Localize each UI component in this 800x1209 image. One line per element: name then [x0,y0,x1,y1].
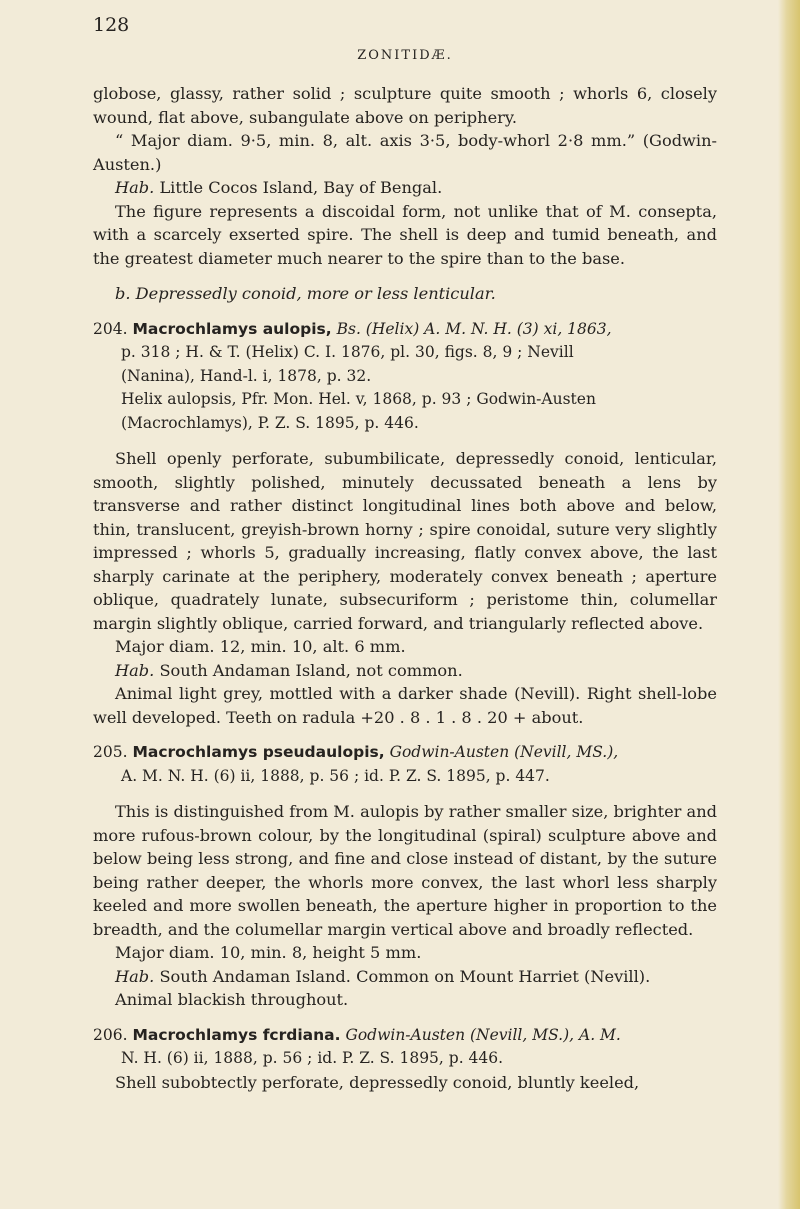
intro-paragraph-3: The figure represents a discoidal form, not unlike that of M. consepta, with a scarcely exserted spire. The shell is deep and tumid beneath, and the greatest diameter much nearer to the spire than to the base. [93,201,717,268]
species-authority: Godwin-Austen (Nevill, MS.), A. M. [345,1025,621,1044]
running-title: ZONITIDÆ. [357,48,453,63]
section-heading: b. Depressedly conoid, more or less lenticular. [115,284,496,303]
species-authority: Bs. (Helix) A. M. N. H. (3) xi, 1863, [336,319,612,338]
species-description: Shell subobtectly perforate, depressedly conoid, bluntly keeled, [115,1072,640,1092]
species-measurements: Major diam. 12, min. 10, alt. 6 mm. [115,637,406,656]
species-number: 204. [93,319,128,338]
habitat-text: South Andaman Island. Common on Mount Harriet (Nevill). [159,966,651,986]
species-number: 206. [93,1025,128,1044]
synonymy-line: A. M. N. H. (6) ii, 1888, p. 56 ; id. P. Z. S. 1895, p. 447. [121,766,550,785]
page-body [93,82,717,1094]
species-heading [93,318,717,342]
synonymy-line: (Nanina), Hand-l. i, 1878, p. 32. [121,366,372,385]
species-number: 205. [93,743,128,761]
synonymy-line: Helix aulopsis, Pfr. Mon. Hel. v, 1868, p. 93 ; Godwin-Austen [121,390,596,408]
species-heading [93,741,717,765]
habitat-text: Little Cocos Island, Bay of Bengal. [159,178,443,197]
page-edge [778,0,800,1209]
species-name: Macrochlamys aulopis, [132,319,332,338]
intro-paragraph-2: “ Major diam. 9·5, min. 8, alt. axis 3·5, body-whorl 2·8 mm.” (Godwin-Austen.) [93,131,717,174]
species-measurements: Major diam. 10, min. 8, height 5 mm. [115,943,422,962]
species-description: This is distinguished from M. aulopis by rather smaller size, brighter and more rufous-brown colour, by the longitudinal (spiral) sculpture above and below being less strong, and fine and close instead of distant, by the suture being rather deeper, the whorls more convex, the last whorl less sharply keeled and more swollen beneath, the aperture higher in proportion to the breadth, and the columellar margin vertical above and broadly reflected. [93,802,717,939]
species-notes: Animal blackish throughout. [115,990,349,1009]
species-name: Macrochlamys fcrdiana. [132,1025,341,1044]
habitat-label: Hab. [115,660,155,680]
intro-paragraph-1: globose, glassy, rather solid ; sculpture quite smooth ; whorls 6, closely wound, flat above, subangulate above on periphery. [93,84,717,127]
species-authority: Godwin-Austen (Nevill, MS.), [389,743,619,761]
page-number: 128 [93,14,130,36]
habitat-label: Hab. [115,178,155,197]
species-heading [93,1024,717,1048]
synonymy-line: p. 318 ; H. & T. (Helix) C. I. 1876, pl. 30, figs. 8, 9 ; Nevill [121,343,574,361]
species-name: Macrochlamys pseudaulopis, [132,743,385,761]
habitat-text: South Andaman Island, not common. [159,660,463,680]
species-notes: Animal light grey, mottled with a darker shade (Nevill). Right shell-lobe well developed. Teeth on radula +20 . 8 . 1 . 8 . 20 + about. [93,684,717,727]
species-habitat [93,965,717,989]
species-habitat [93,659,717,683]
species-description: Shell openly perforate, subumbilicate, depressedly conoid, lenticular, smooth, slightly polished, minutely decussated beneath a lens by transverse and rather distinct longitudinal lines both above and below, thin, translucent, greyish-brown horny ; spire conoidal, suture very slightly impressed ; whorls 5, gradually increasing, flatly convex above, the last sharply carinate at the periphery, moderately convex beneath ; aperture oblique, quadrately lunate, subsecuriform ; peristome thin, columellar margin slightly oblique, carried forward, and triangularly reflected above. [93,449,717,633]
synonymy-line: N. H. (6) ii, 1888, p. 56 ; id. P. Z. S. 1895, p. 446. [121,1049,504,1067]
synonymy-line: (Macrochlamys), P. Z. S. 1895, p. 446. [121,413,419,432]
intro-habitat [93,176,717,200]
habitat-label: Hab. [115,966,155,986]
